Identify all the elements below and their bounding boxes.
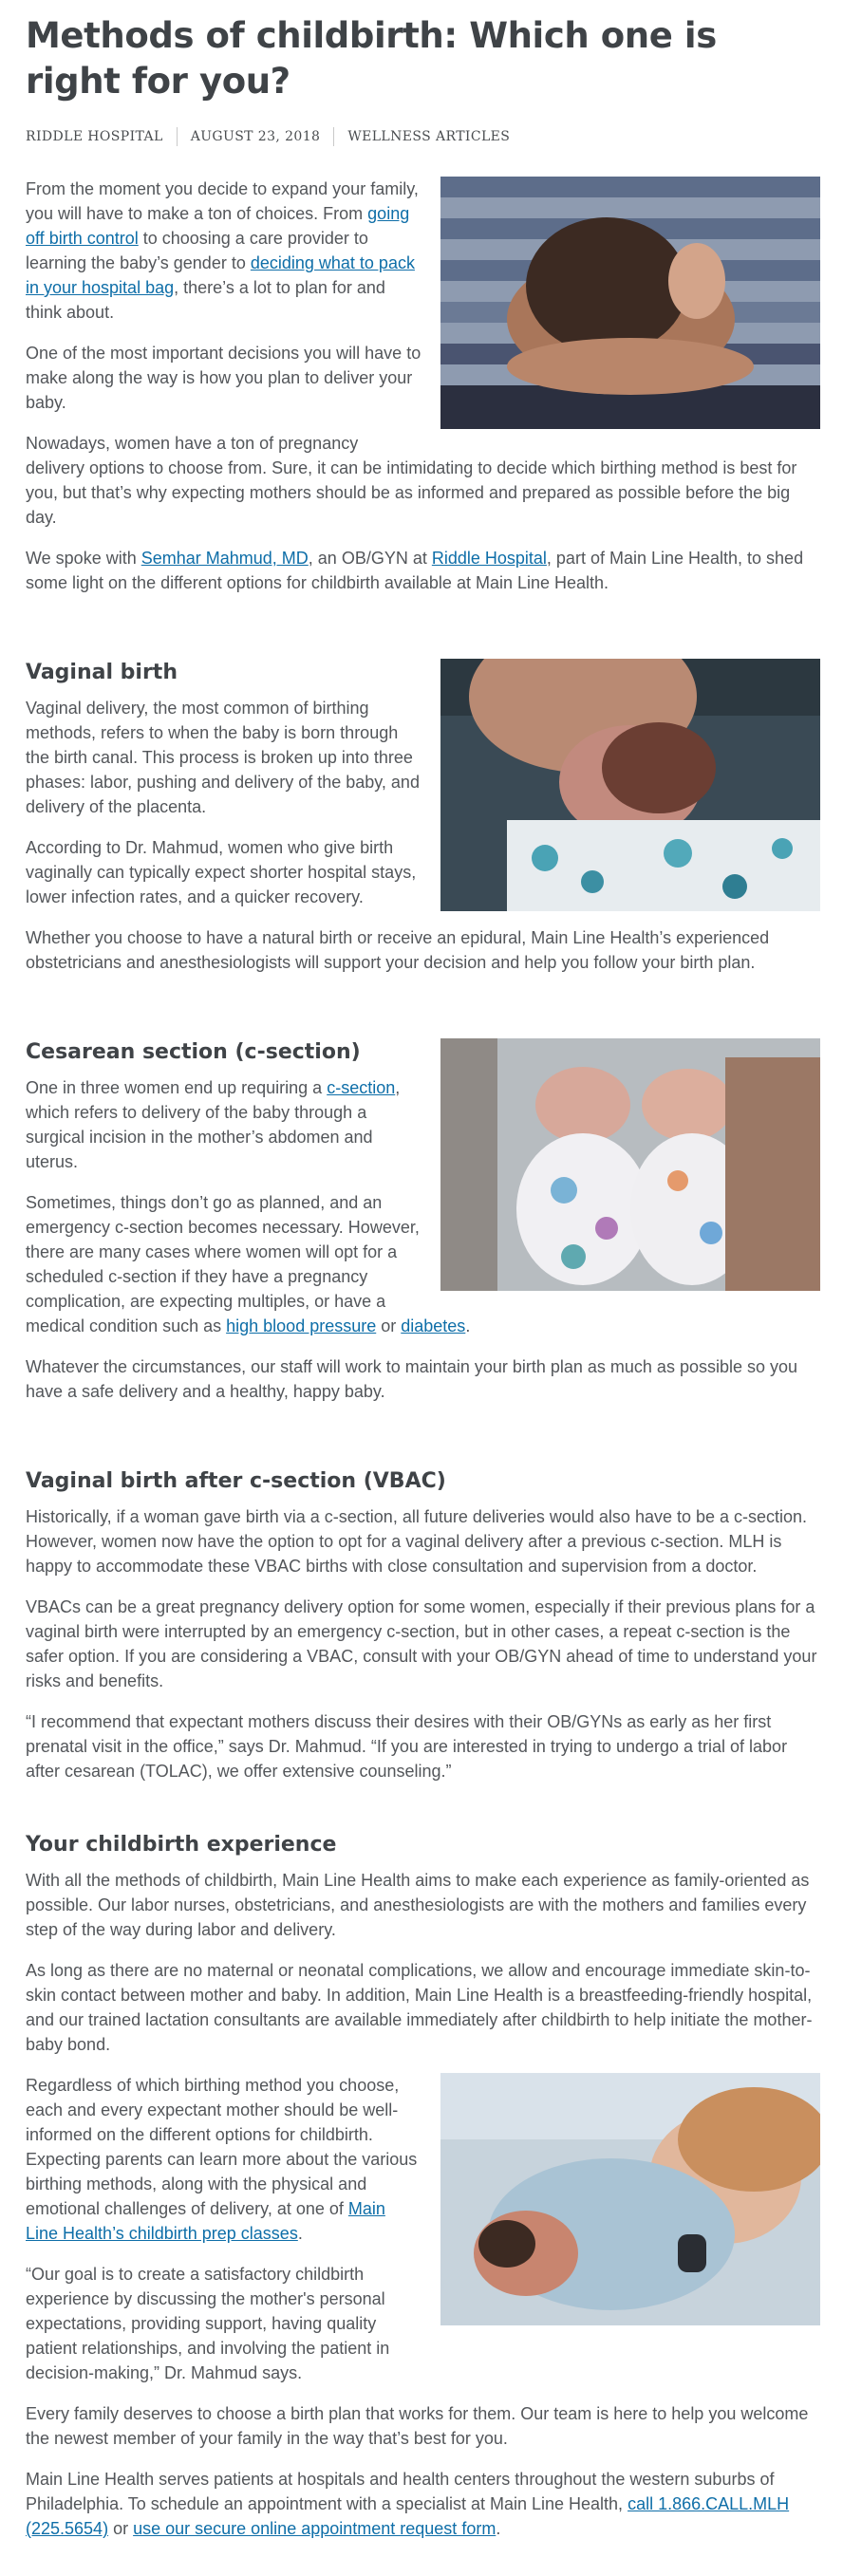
meta-date: AUGUST 23, 2018: [177, 127, 334, 146]
c-section-heading: Cesarean section (c-section): [26, 1040, 361, 1064]
phone-link[interactable]: call 1.866.CALL.MLH (225.5654): [26, 2494, 790, 2538]
experience-heading: Your childbirth experience: [26, 1833, 337, 1857]
vaginal-birth-section: [26, 659, 820, 991]
intro-paragraph-3: Nowadays, women have a ton of pregnancy delivery options to choose from. Sure, it can be intimidating to decide which birthing method is best for you, but that’s why expecting mothers should be as informed and prepared as possible before the big day.: [26, 434, 797, 527]
birth-control-link[interactable]: going off birth control: [26, 204, 410, 248]
meta-hospital: RIDDLE HOSPITAL: [26, 129, 163, 144]
prep-classes-link[interactable]: Main Line Health’s childbirth prep classes: [26, 2199, 385, 2243]
c-section-section: [26, 1038, 820, 1420]
vaginal-paragraph-3: Whether you choose to have a natural birth or receive an epidural, Main Line Health’s experienced obstetricians and anesthesiologists will support your decision and help you follow your birth plan.: [26, 928, 770, 972]
vbac-paragraph-3: “I recommend that expectant mothers discuss their desires with their OB/GYNs as early as her first prenatal visit in the office,” says Dr. Mahmud. “If you are interested in trying to undergo a trial of labor after cesarean (TOLAC), we offer extensive counseling.”: [26, 1712, 788, 1781]
page-title: Methods of childbirth: Which one is right for you?: [26, 15, 717, 102]
vaginal-paragraph-2: According to Dr. Mahmud, women who give birth vaginally can typically expect shorter hospital stays, lower infection rates, and a quicker recovery.: [26, 838, 417, 906]
experience-paragraph-1: With all the methods of childbirth, Main Line Health aims to make each experience as family-oriented as possible. Our labor nurses, obstetricians, and anesthesiologists are with the mothers and families every step of the way during labor and delivery.: [26, 1871, 810, 1939]
experience-paragraph-4: “Our goal is to create a satisfactory childbirth experience by discussing the mother's personal expectations, providing support, having quality patient relationships, and involving the patient in decision-making,” Dr. Mahmud says.: [26, 2265, 390, 2382]
vbac-paragraph-1: Historically, if a woman gave birth via a c-section, all future deliveries would also have to be a c-section. However, women now have the option to opt for a vaginal delivery after a previous c-section. MLH is happy to accommodate these VBAC births with close consultation and supervision from a doctor.: [26, 1507, 808, 1576]
experience-section: [26, 1831, 820, 2541]
experience-paragraph-5: Every family deserves to choose a birth plan that works for them. Our team is here to help you welcome the newest member of your family in the way that’s best for you.: [26, 2404, 809, 2448]
twin-newborns-photo: [440, 1038, 820, 1291]
doctor-profile-link[interactable]: Semhar Mahmud, MD: [140, 549, 309, 568]
mother-sleeping-baby-photo: [440, 2073, 820, 2325]
intro-paragraph-2: One of the most important decisions you will have to make along the way is how you plan to deliver your baby.: [26, 344, 422, 412]
mother-newborn-photo: [440, 659, 820, 911]
article-body: [26, 177, 820, 2541]
experience-paragraph-6: Main Line Health serves patients at hospitals and health centers throughout the western suburbs of Philadelphia. To schedule an appointment with a specialist at Main Line Health, call 1.866.CALL.MLH (225.5654) or use our secure online appointment request form.: [26, 2470, 790, 2538]
riddle-hospital-link[interactable]: Riddle Hospital: [431, 549, 547, 568]
hospital-bag-link[interactable]: deciding what to pack in your hospital bag: [26, 253, 415, 297]
intro-paragraph-4: We spoke with Semhar Mahmud, MD, an OB/GYN at Riddle Hospital, part of Main Line Health, to shed some light on the different options for childbirth available at Main Line Health.: [26, 549, 804, 592]
diabetes-link[interactable]: diabetes: [401, 1316, 466, 1335]
intro-paragraph-1: From the moment you decide to expand your family, you will have to make a ton of choices. From going off birth control to choosing a care provider to learning the baby’s gender to deciding what to pack in your hospital bag, there’s a lot to plan for and think about.: [26, 179, 419, 322]
c-section-link[interactable]: c-section: [327, 1078, 396, 1097]
vbac-paragraph-2: VBACs can be a great pregnancy delivery option for some women, especially if their previous plans for a vaginal birth were interrupted by an emergency c-section, but in other cases, a repeat c-section is the safer option. If you are considering a VBAC, consult with your OB/GYN ahead of time to understand your risks and benefits.: [26, 1597, 817, 1690]
c-section-paragraph-1: One in three women end up requiring a c-section, which refers to delivery of the baby through a surgical incision in the mother’s abdomen and uterus.: [26, 1078, 401, 1171]
c-section-paragraph-2: Sometimes, things don’t go as planned, and an emergency c-section becomes necessary. However, there are many cases where women will opt for a scheduled c-section if they have a pregnancy complication, are expecting multiples, or have a medical condition such as high blood pressure or diabetes.: [26, 1193, 471, 1335]
intro-section: [26, 177, 820, 611]
c-section-paragraph-3: Whatever the circumstances, our staff will work to maintain your birth plan as much as possible so you have a safe delivery and a healthy, happy baby.: [26, 1357, 798, 1401]
appointment-form-link[interactable]: use our secure online appointment request form: [133, 2519, 496, 2538]
vbac-section: [26, 1467, 820, 1783]
vaginal-birth-heading: Vaginal birth: [26, 661, 178, 684]
experience-paragraph-2: As long as there are no maternal or neonatal complications, we allow and encourage immediate skin-to-skin contact between mother and baby. In addition, Main Line Health is a breastfeeding-friendly hospital, and our trained lactation consultants are available immediately after childbirth to help initiate the mother-baby bond.: [26, 1961, 813, 2054]
vaginal-paragraph-1: Vaginal delivery, the most common of birthing methods, refers to when the baby is born through the birth canal. This process is broken up into three phases: labor, pushing and delivery of the baby, and delivery of the placenta.: [26, 699, 420, 816]
newborn-hands-photo: [440, 177, 820, 429]
vbac-heading: Vaginal birth after c-section (VBAC): [26, 1469, 446, 1493]
article-meta: [26, 127, 820, 146]
experience-paragraph-3: Regardless of which birthing method you choose, each and every expectant mother should be well-informed on the different options for childbirth. Expecting parents can learn more about the various birthing methods, along with the physical and emotional challenges of delivery, at one of Main Line Health’s childbirth prep classes.: [26, 2076, 418, 2243]
meta-category: WELLNESS ARTICLES: [333, 127, 523, 146]
high-blood-pressure-link[interactable]: high blood pressure: [226, 1316, 377, 1335]
